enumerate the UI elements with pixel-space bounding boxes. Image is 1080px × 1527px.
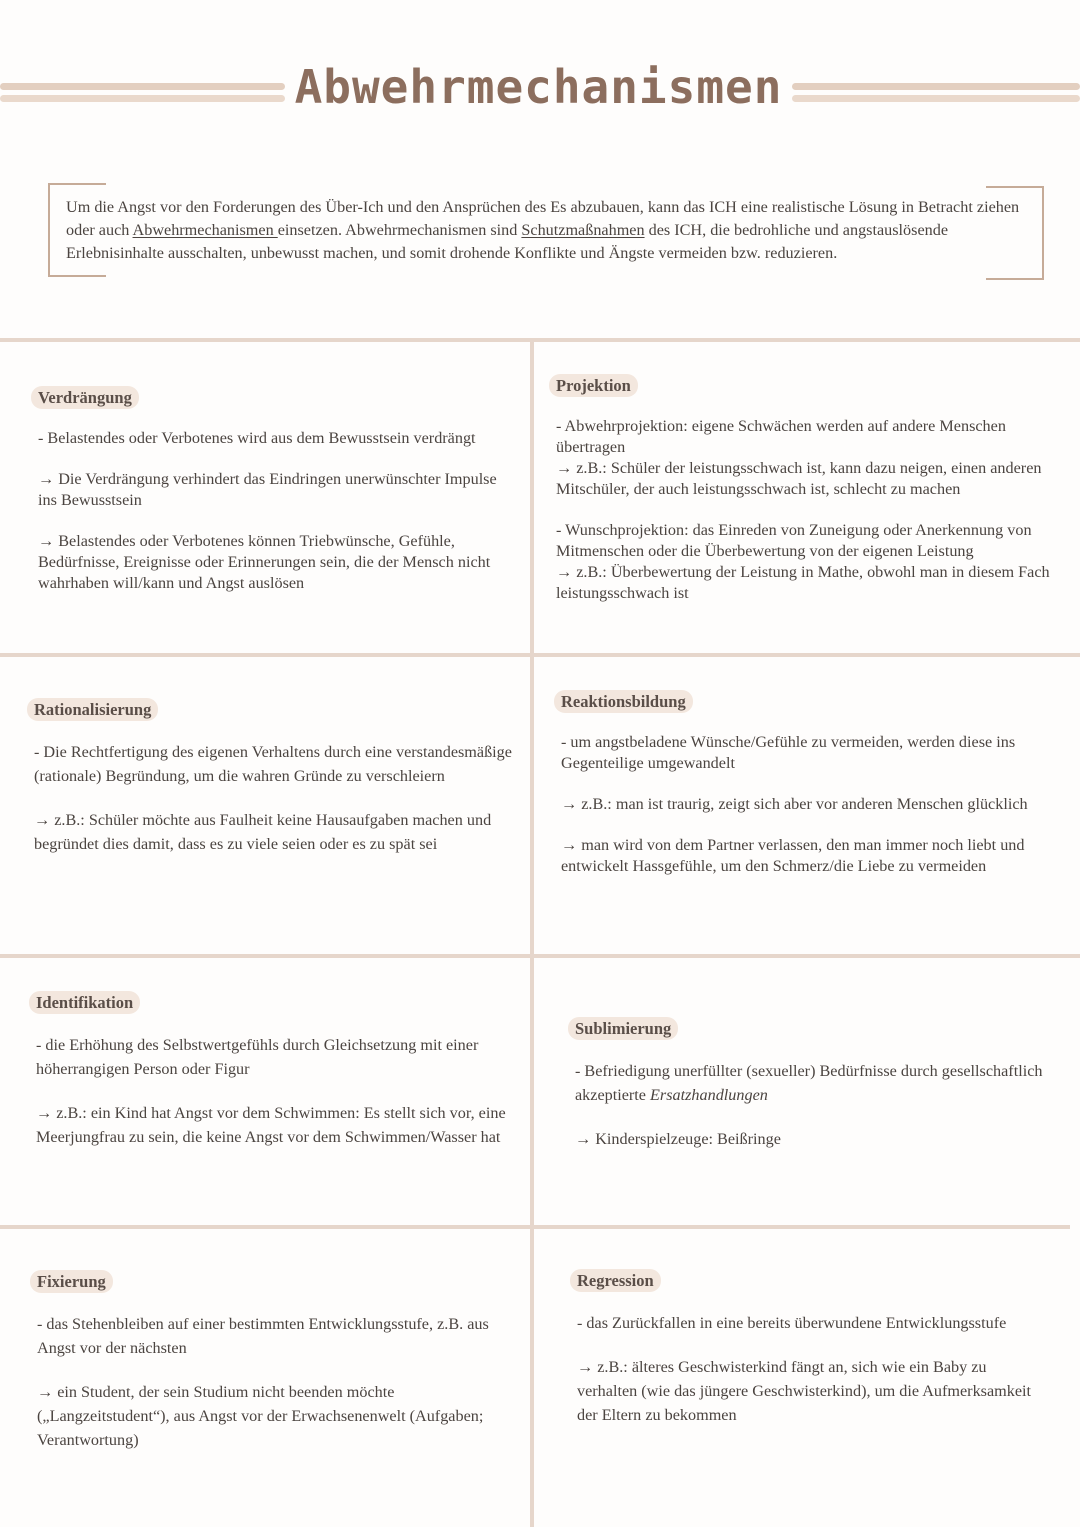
section-text: → z.B.: Überbewertung der Leistung in Mathe, obwohl man in diesem Fach leistungsschwach ist [556, 563, 1050, 602]
section-title: Verdrängung [31, 386, 139, 409]
divider-column [530, 340, 534, 1527]
section-rationalisierung [27, 698, 522, 856]
section-reaktionsbildung [554, 690, 1064, 877]
section-title: Sublimierung [568, 1017, 678, 1040]
divider-row-1 [0, 338, 1080, 342]
section-text: - Befriedigung unerfüllter (sexueller) Bedürfnisse durch gesellschaftlich akzeptierte Ersatzhandlungen [575, 1062, 1043, 1104]
section-text: - das Stehenbleiben auf einer bestimmten Entwicklungsstufe, z.B. aus Angst vor der nächsten [37, 1315, 489, 1357]
section-text: - Wunschprojektion: das Einreden von Zuneigung oder Anerkennung von Mitmenschen oder die Überbewertung von der eigenen Leistung [556, 521, 1032, 560]
section-text: - um angstbeladene Wünsche/Gefühle zu vermeiden, werden diese ins Gegenteilige umgewandelt [561, 733, 1016, 772]
section-text: → z.B.: man ist traurig, zeigt sich aber vor anderen Menschen glücklich [561, 795, 1028, 813]
section-text: - Abwehrprojektion: eigene Schwächen werden auf andere Menschen übertragen [556, 417, 1006, 456]
section-text: → ein Student, der sein Studium nicht beenden möchte („Langzeitstudent“), aus Angst vor der Erwachsenenwelt (Aufgaben; Verantwortung) [37, 1383, 484, 1449]
section-title: Projektion [549, 374, 638, 397]
title-decoration-left [0, 82, 285, 104]
section-text: → z.B.: Schüler der leistungsschwach ist, kann dazu neigen, einen anderen Mitschüler, der auch leistungsschwach ist, schlecht zu machen [556, 459, 1042, 498]
title-decoration-right [792, 82, 1080, 104]
section-text: → Belastendes oder Verbotenes können Triebwünsche, Gefühle, Bedürfnisse, Ereignisse oder Erinnerungen sein, die der Mensch nicht wahrhaben will/kann und Angst auslösen [38, 532, 491, 592]
section-text: → Die Verdrängung verhindert das Eindringen unerwünschter Impulse ins Bewusstsein [38, 470, 497, 509]
term-schutzmassnahmen: Schutzmaßnahmen [521, 221, 645, 239]
section-text: - Belastendes oder Verbotenes wird aus dem Bewusstsein verdrängt [38, 429, 476, 447]
section-title: Identifikation [29, 991, 140, 1014]
section-projektion [549, 374, 1069, 604]
section-text: → z.B.: ein Kind hat Angst vor dem Schwimmen: Es stellt sich vor, eine Meerjungfrau zu sein, die keine Angst vor dem Schwimmen/Wasser hat [36, 1104, 506, 1146]
section-text: → Kinderspielzeuge: Beißringe [575, 1130, 781, 1148]
section-fixierung [30, 1270, 510, 1452]
section-title: Fixierung [30, 1270, 113, 1293]
section-sublimierung [568, 1017, 1048, 1151]
section-text: - Die Rechtfertigung des eigenen Verhaltens durch eine verstandesmäßige (rationale) Begründung, um die wahren Gründe zu verschleiern [34, 743, 512, 785]
section-text: → z.B.: Schüler möchte aus Faulheit keine Hausaufgaben machen und begründet dies damit, dass es zu viele seien oder es zu spät sei [34, 811, 492, 853]
section-verdraengung [31, 386, 511, 594]
term-abwehrmechanismen: Abwehrmechanismen [132, 221, 278, 239]
section-text: → z.B.: älteres Geschwisterkind fängt an, sich wie ein Baby zu verhalten (wie das jüngere Geschwisterkind), um die Aufmerksamkeit der Eltern zu bekommen [577, 1358, 1032, 1424]
section-title: Rationalisierung [27, 698, 158, 721]
section-identifikation [29, 991, 509, 1149]
divider-row-2 [0, 653, 1080, 657]
section-title: Regression [570, 1269, 661, 1292]
intro-text: Um die Angst vor den Forderungen des Über-Ich und den Ansprüchen des Es abzubauen, kann das ICH eine realistische Lösung in Betracht ziehen oder auch Abwehrmechanismen einsetzen. Abwehrmechanismen sind Schutzmaßnahmen des ICH, die bedrohliche und angstauslösende Erlebnisinhalte ausschalten, unbewusst machen, und somit drohende Konflikte und Ängste vermeiden bzw. reduzieren. [66, 198, 1020, 262]
section-text: → man wird von dem Partner verlassen, den man immer noch liebt und entwickelt Hassgefühle, um den Schmerz/die Liebe zu vermeiden [561, 836, 1025, 875]
divider-row-4 [0, 1225, 1070, 1229]
divider-row-3 [0, 954, 1080, 958]
page-title: Abwehrmechanismen [294, 60, 783, 114]
section-title: Reaktionsbildung [554, 690, 693, 713]
section-regression [570, 1269, 1050, 1427]
section-text: - die Erhöhung des Selbstwertgefühls durch Gleichsetzung mit einer höherrangigen Person oder Figur [36, 1036, 479, 1078]
section-text: - das Zurückfallen in eine bereits überwundene Entwicklungsstufe [577, 1314, 1007, 1332]
